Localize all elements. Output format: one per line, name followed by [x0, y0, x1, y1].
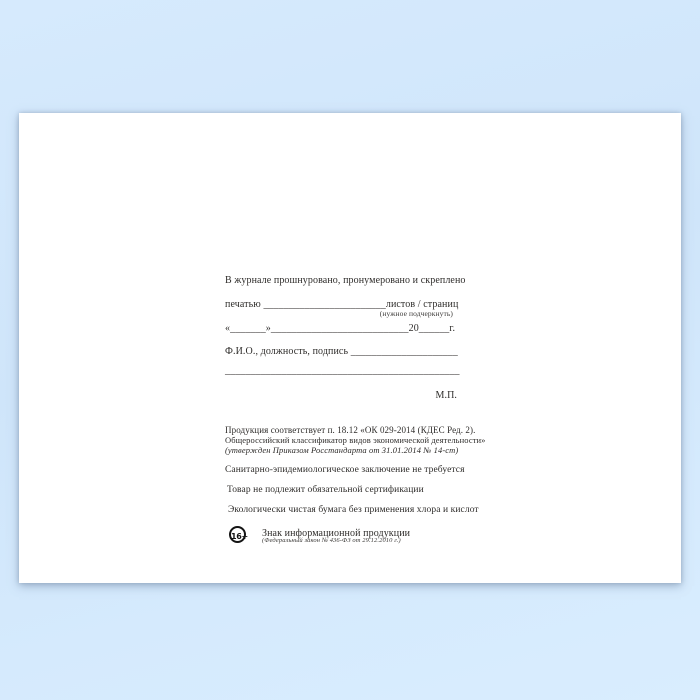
compliance-line-1: Продукция соответствует п. 18.12 «ОК 029-2014 (КДЕС Ред. 2).	[225, 425, 476, 435]
eco-paper-statement: Экологически чистая бумага без применения хлора и кислот	[228, 505, 479, 515]
age-rating-16-icon	[229, 526, 246, 543]
certification-statement: Товар не подлежит обязательной сертификации	[227, 485, 424, 495]
underline-hint: (нужное подчеркнуть)	[379, 309, 453, 318]
signature-fill-line: Ф.И.О., должность, подпись _____________________	[225, 346, 458, 357]
compliance-line-2: Общероссийский классификатор видов экономической деятельности»	[225, 435, 486, 445]
journal-back-page	[19, 113, 681, 583]
federal-law-reference: (Федеральный закон № 436-ФЗ от 29.12.2010 г.)	[262, 537, 401, 544]
age-rating-label: 16+	[231, 532, 248, 541]
info-product-sign-label: Знак информационной продукции	[262, 528, 411, 539]
seal-place-mark: М.П.	[435, 390, 457, 401]
date-fill-line: «_______»___________________________20______г.	[225, 323, 456, 334]
stitch-statement: В журнале прошнуровано, пронумеровано и скреплено	[225, 275, 466, 286]
seal-sheets-line: печатью ________________________листов / страниц	[225, 299, 459, 310]
sanitary-statement: Санитарно-эпидемиологическое заключение не требуется	[225, 465, 465, 475]
blank-fill-line: ______________________________________________	[225, 365, 460, 376]
compliance-line-3: (утвержден Приказом Росстандарта от 31.01.2014 № 14-ст)	[225, 445, 459, 455]
